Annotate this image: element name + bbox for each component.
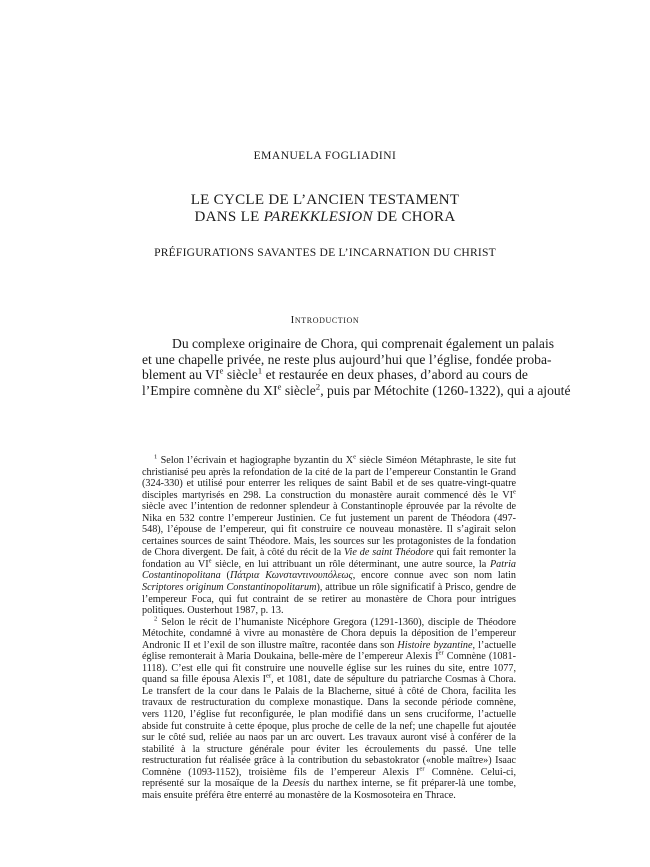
footnote-ref-1[interactable]: 1 <box>257 365 263 376</box>
superscript: e <box>353 453 357 461</box>
work-title: Scriptores originum Constantinopolitarum <box>142 582 317 594</box>
greek-title: Πάτρια Κωνσταντινουπόλεως <box>229 570 353 582</box>
footnote-text: Comnène (1081-1118). C’est elle qui fit construire une nouvelle église sur les ruines du site, entre 1077, quand sa fille épousa Alexis I <box>142 651 516 686</box>
title-line-2 <box>0 209 650 226</box>
work-title: Histoire byzantine <box>397 639 473 651</box>
superscript: e <box>513 488 516 496</box>
body-line-3 <box>142 365 528 383</box>
work-title: Vie de saint Théodore <box>344 547 434 559</box>
footnote-text: Selon l’écrivain et hagiographe byzantin du X <box>157 455 354 466</box>
superscript: er <box>266 673 272 680</box>
body-text: , puis par Métochite (1260-1322), qui a ajouté <box>320 382 571 398</box>
body-text: et restaurée en deux phases, d’abord au cours de <box>262 367 528 383</box>
body-text: l’Empire comnène du XI <box>142 382 278 398</box>
body-paragraph <box>142 336 571 398</box>
body-text: siècle <box>281 382 316 398</box>
footnote-text: ), attribue un rôle significatif à Prisco, gendre de l’empereur Foca, qui fut contraint de se retirer au monastère de Chora pour intrigues politiques. Ousterhout 1987, p. 13. <box>142 582 516 617</box>
footnote-text: qui fait remonter la fondation au VI <box>142 547 517 570</box>
author-name: EMANUELA FOGLIADINI <box>253 150 397 162</box>
superscript: er <box>419 765 425 773</box>
article-subtitle: PRÉFIGURATIONS SAVANTES DE L’INCARNATION DU CHRIST <box>154 246 496 259</box>
article-title <box>0 192 650 226</box>
footnotes <box>142 455 516 801</box>
body-line-2: et une chapelle privée, ne reste plus aujourd’hui que l’église, fondée proba- <box>142 351 552 367</box>
superscript: e <box>219 365 224 376</box>
title-line-1: LE CYCLE DE L’ANCIEN TESTAMENT <box>190 192 460 208</box>
body-line-4 <box>142 381 571 399</box>
title-line-2-italic: PAREKKLESION <box>263 209 373 225</box>
footnote-1 <box>142 455 516 617</box>
footnote-text: Comnène. Celui-ci, représenté sur la mosaïque de la <box>142 766 516 790</box>
footnote-text: , et 1081, date de sépulture du patriarche Cosmas à Chora. Le transfert de la cour dans le Palais de la Blacherne, situé à côté de Chora, facilita les travaux de restructuration du complexe monastique. Dans la seconde période comnène, vers 1120, l’église fut reconfigurée, le plan modifié dans un sens cruciforme, l’actuelle abside fut construite à cette époque, plus proche de celle de la nef; une chapelle fut ajoutée sur le côté sud, reliée au naos par un arc ouvert. Les travaux auront visé à conférer de la stabilité à la structure générale pour éviter les écroulements du passé. Une telle restructuration fut réalisée grâce à la contribution du sebastokrator («noble maître») Isaac Comnène (1093-1152), troisième fils de l’empereur Alexis I <box>142 674 516 778</box>
superscript: e <box>208 557 212 565</box>
body-line-1: Du complexe originaire de Chora, qui comprenait également un palais <box>172 336 555 351</box>
superscript: e <box>277 381 282 392</box>
footnote-2 <box>142 617 516 802</box>
footnote-marker: 1 <box>154 453 158 461</box>
body-text: siècle <box>223 367 258 383</box>
section-heading: Introduction <box>290 314 360 326</box>
title-line-2-suffix: DE CHORA <box>372 209 456 225</box>
body-text: blement au VI <box>142 367 220 383</box>
footnote-text: siècle, en lui attribuant un rôle déterminant, une autre source, la <box>211 558 490 570</box>
footnote-ref-2[interactable]: 2 <box>315 381 321 392</box>
footnote-text: , l’actuelle église remonterait à Maria Doukaina, belle-mère de l’empereur Alexis I <box>142 639 516 663</box>
work-title: Patria Costantinopolitana <box>142 558 516 582</box>
title-line-2-prefix: DANS LE <box>194 209 264 225</box>
footnote-text: Selon le récit de l’humaniste Nicéphore Gregora (1291-1360), disciple de Théodore Métochite, condamné à vivre au monastère de Chora depuis la déposition de l’empereur Andronic II et l’exil de son illustre maître, racontée dans son <box>142 616 516 651</box>
footnote-text: siècle avec l’intention de redonner splendeur à Constantinople éprouvée par la révolte de Nika en 532 contre l’empereur Justinien. Ce fut justement un parent de Théodora (497-548), l’épouse de l’empereur, qui fit construire ce nouveau monastère. Il s’agirait selon certaines sources de saint Théodore. Mais, les sources sur les protagonistes de la fondation de Chora divergent. De fait, à côté du récit de la <box>142 501 516 559</box>
footnote-text: siècle Siméon Métaphraste, le site fut christianisé peu après la refondation de la cité de la part de l’empereur Constantin le Grand (324-330) et utilisé pour enterrer les reliques de saint Babil et de ses quatre-vingt-quatre disciples martyrisés en 298. La construction du monastère aurait commencé dès le VI <box>142 455 516 501</box>
footnote-text: ( <box>220 570 230 582</box>
footnote-text: , encore connue avec son nom latin <box>352 570 516 582</box>
footnote-text: du narthex interne, se fit préparer-là une tombe, mais ensuite préféra être enterré au monastère de la Kosmosoteira en Thrace. <box>142 778 517 801</box>
work-title: Deesis <box>282 778 310 790</box>
superscript: er <box>438 649 444 657</box>
footnote-marker: 2 <box>154 615 158 623</box>
